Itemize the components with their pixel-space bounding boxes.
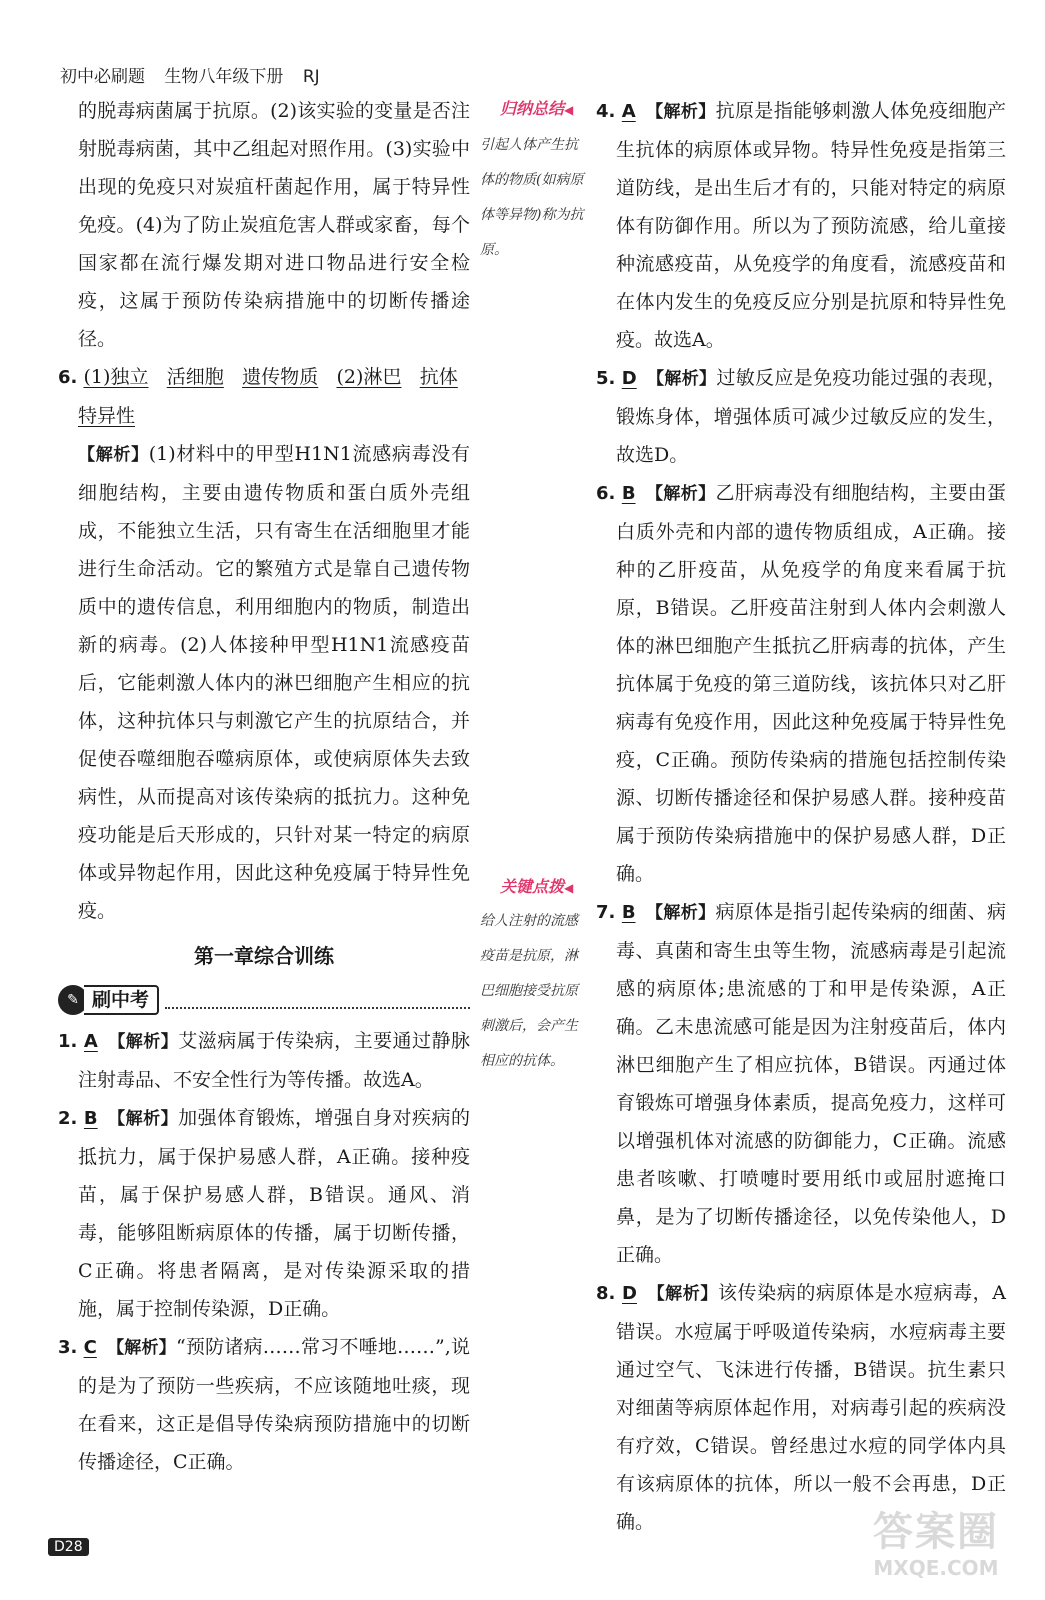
explanation-text: “预防诸病……常习不唾地……”,说的是为了预防一些疾病，不应该随地吐痰，现在看来，这正是倡导传染病预防措施中的切断传播途径，C正确。 bbox=[78, 1336, 471, 1473]
question-number: 3. bbox=[58, 1337, 78, 1358]
watermark-logo bbox=[846, 1508, 1026, 1588]
explanation-text: 乙肝病毒没有细胞结构，主要由蛋白质外壳和内部的遗传物质组成，A正确。接种的乙肝疫苗，从免疫学的角度来看属于抗原，B错误。乙肝疫苗注射到人体内会刺激人体的淋巴细胞产生抵抗乙肝病毒的抗体，产生抗体属于免疫的第三道防线，该抗体只对乙肝病毒有免疫作用，因此这种免疫属于特异性免疫，C正确。预防传染病的措施包括控制传染源、切断传播途径和保护易感人群。接种疫苗属于预防传染病措施中的保护易感人群，D正确。 bbox=[616, 482, 1006, 885]
edition-label: RJ bbox=[302, 67, 320, 87]
blank-answer: (2)淋巴 bbox=[336, 366, 402, 388]
question-number: 6. bbox=[596, 483, 616, 504]
analysis-tag: 【解析】 bbox=[78, 445, 149, 465]
blank-answer: 抗体 bbox=[419, 366, 458, 388]
answer-letter: B bbox=[621, 902, 636, 923]
analysis-tag: 【解析】 bbox=[107, 1109, 179, 1129]
q6-explanation bbox=[58, 435, 470, 930]
note-title-text: 关键点拨 bbox=[500, 877, 565, 896]
analysis-tag: 【解析】 bbox=[645, 484, 716, 504]
question-3 bbox=[58, 1328, 470, 1481]
answer-letter: A bbox=[621, 101, 636, 122]
watermark-text: 答案圈 bbox=[873, 1509, 999, 1555]
blank-answer: 活细胞 bbox=[166, 366, 224, 388]
subject-name: 生物八年级下册 bbox=[164, 67, 284, 87]
answer-letter: A bbox=[83, 1031, 98, 1052]
question-number: 5. bbox=[596, 368, 616, 389]
analysis-tag: 【解析】 bbox=[645, 102, 716, 122]
question-7 bbox=[596, 893, 1006, 1274]
explanation-text: 该传染病的病原体是水痘病毒，A错误。水痘属于呼吸道传染病，水痘病毒主要通过空气、飞沫进行传播，B错误。抗生素只对细菌等病原体起作用，对病毒引起的疾病没有疗效，C错误。曾经患过水痘的同学体内具有该病原体的抗体，所以一般不会再患，D正确。 bbox=[616, 1282, 1006, 1533]
explanation-text: 过敏反应是免疫功能过强的表现，锻炼身体，增强体质可减少过敏反应的发生，故选D。 bbox=[616, 367, 1006, 466]
arrow-right-icon: ◀ bbox=[564, 103, 574, 117]
question-number: 1. bbox=[58, 1031, 78, 1052]
note-summary-text: 引起人体产生抗体的物质(如病原体等异物)称为抗原。 bbox=[480, 137, 584, 258]
blank-answer: (1)独立 bbox=[83, 366, 149, 388]
explanation-text: 加强体育锻炼，增强自身对疾病的抵抗力，属于保护易感人群，A正确。接种疫苗，属于保护易感人群，B错误。通风、消毒，能够阻断病原体的传播，属于切断传播，C正确。将患者隔离，是对传染源采取的措施，属于控制传染源，D正确。 bbox=[78, 1107, 470, 1320]
question-2 bbox=[58, 1099, 470, 1328]
section-title: 第一章综合训练 bbox=[194, 944, 334, 968]
question-1 bbox=[58, 1022, 470, 1099]
question-4 bbox=[596, 92, 1006, 359]
blank-answer: 遗传物质 bbox=[242, 366, 319, 388]
analysis-tag: 【解析】 bbox=[646, 369, 717, 389]
explanation-text: 抗原是指能够刺激人体免疫细胞产生抗体的病原体或异物。特异性免疫是指第三道防线，是出生后才有的，只能对特定的病原体有防御作用。所以为了预防流感，给儿童接种流感疫苗，从免疫学的角度看，流感疫苗和在体内发生的免疫反应分别是抗原和特异性免疫。故选A。 bbox=[616, 100, 1006, 351]
blank-answer: 特异性 bbox=[78, 405, 136, 427]
analysis-tag: 【解析】 bbox=[645, 903, 716, 923]
analysis-tag: 【解析】 bbox=[107, 1032, 179, 1052]
pencil-icon: ✎ bbox=[58, 985, 88, 1015]
question-number: 2. bbox=[58, 1108, 78, 1129]
question-number: 6. bbox=[58, 367, 78, 388]
note-key-text: 给人注射的流感疫苗是抗原，淋巴细胞接受抗原刺激后，会产生相应的抗体。 bbox=[480, 913, 578, 1069]
answer-letter: D bbox=[621, 368, 637, 389]
series-name: 初中必刷题 bbox=[60, 67, 145, 87]
question-number: 4. bbox=[596, 101, 616, 122]
analysis-tag: 【解析】 bbox=[106, 1338, 176, 1358]
note-title-text: 归纳总结 bbox=[500, 99, 565, 118]
page-header bbox=[60, 62, 334, 87]
watermark-url: MXQE.COM bbox=[873, 1556, 999, 1580]
answer-letter: B bbox=[83, 1108, 98, 1129]
exam-badge bbox=[58, 984, 470, 1016]
q6-answer-line bbox=[58, 358, 470, 435]
arrow-right-icon: ◀ bbox=[564, 881, 574, 895]
page-number: D28 bbox=[48, 1538, 89, 1556]
explanation-text: 病原体是指引起传染病的细菌、病毒、真菌和寄生虫等生物，流感病毒是引起流感的病原体;患流感的丁和甲是传染源，A正确。乙未患流感可能是因为注射疫苗后，体内淋巴细胞产生了相应抗体，B错误。丙通过体育锻炼可增强身体素质，提高免疫力，这样可以增强机体对流感的防御能力，C正确。流感患者咳嗽、打喷嚏时要用纸巾或屈肘遮掩口鼻，是为了切断传播途径，以免传染他人，D正确。 bbox=[616, 901, 1006, 1266]
question-8 bbox=[596, 1274, 1006, 1541]
question-6 bbox=[596, 474, 1006, 893]
explanation-text: (1)材料中的甲型H1N1流感病毒没有细胞结构，主要由遗传物质和蛋白质外壳组成，不能独立生活，只有寄生在活细胞里才能进行生命活动。它的繁殖方式是靠自己遗传物质中的遗传信息，利用细胞内的物质，制造出新的病毒。(2)人体接种甲型H1N1流感疫苗后，它能刺激人体内的淋巴细胞产生相应的抗体，这种抗体只与刺激它产生的抗原结合，并促使吞噬细胞吞噬病原体，或使病原体失去致病性，从而提高对该传染病的抵抗力。这种免疫功能是后天形成的，只针对某一特定的病原体或异物起作用，因此这种免疫属于特异性免疫。 bbox=[78, 443, 471, 922]
dotted-divider bbox=[165, 991, 470, 1009]
explanation-text: 艾滋病属于传染病，主要通过静脉注射毒品、不安全性行为等传播。故选A。 bbox=[78, 1030, 470, 1091]
note-summary-title bbox=[500, 96, 573, 119]
note-key-title bbox=[500, 874, 573, 897]
question-5 bbox=[596, 359, 1006, 474]
question-number: 7. bbox=[596, 902, 616, 923]
analysis-tag: 【解析】 bbox=[646, 1284, 718, 1304]
q5-continued-text: 的脱毒病菌属于抗原。(2)该实验的变量是否注射脱毒病菌，其中乙组起对照作用。(3)实验中出现的免疫只对炭疽杆菌起作用，属于特异性免疫。(4)为了防止炭疽危害人群或家畜，每个国家都在流行爆发期对进口物品进行安全检疫，这属于预防传染病措施中的切断传播途径。 bbox=[78, 100, 470, 350]
badge-label: 刷中考 bbox=[84, 985, 159, 1015]
right-column bbox=[596, 92, 1006, 1541]
left-column bbox=[58, 92, 470, 1481]
question-number: 8. bbox=[596, 1283, 616, 1304]
answer-letter: D bbox=[622, 1283, 637, 1304]
answer-letter: B bbox=[621, 483, 636, 504]
answer-letter: C bbox=[83, 1337, 97, 1358]
